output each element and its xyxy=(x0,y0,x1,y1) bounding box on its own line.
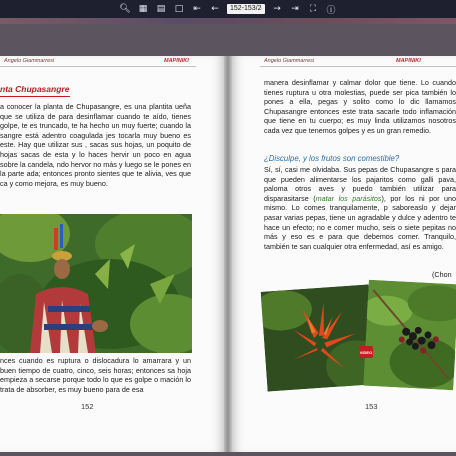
thumbnails-icon[interactable]: ▦ xyxy=(138,4,148,14)
previous-page-icon[interactable]: ← xyxy=(211,4,219,14)
paragraph-2-text-b: ), por los ni por uno mismo. Lo comes tranquilamente, p saboreaslo y dejar pasar varias pepas, tiene un agradable y dulce y adentro te hace un efecto; no e comer mucho, seis o siete pepitas no más y eso es e para que debemos comer. Tranquilo, también te san cualquier otra enfermedad, así es amigo. xyxy=(264,193,456,251)
info-icon[interactable]: ⓘ xyxy=(326,5,336,16)
book-gutter xyxy=(224,56,232,452)
question-heading: ¿Disculpe, y los frutos son comestible? xyxy=(264,154,400,163)
parasites-link[interactable]: matar los parásitos xyxy=(315,193,382,203)
video-badge-label: VIDEO xyxy=(359,349,373,355)
fullscreen-icon[interactable]: ⛶ xyxy=(309,4,317,14)
right-paragraph-2 xyxy=(264,165,456,251)
attribution: (Chon xyxy=(432,270,452,279)
photo-berries xyxy=(363,280,456,391)
zoom-icon[interactable]: 🔍︎ xyxy=(119,4,131,14)
left-running-header: Angelo Giammarresi xyxy=(4,58,55,64)
section-title-underline xyxy=(0,96,70,97)
first-page-icon[interactable]: ⇤ xyxy=(193,4,201,14)
book-spread xyxy=(0,24,456,456)
right-page-number: 153 xyxy=(365,402,378,411)
left-running-title: MAPINIKI xyxy=(164,58,189,64)
left-header-rule xyxy=(0,66,196,67)
video-badge[interactable] xyxy=(359,346,373,358)
right-running-title: MAPINIKI xyxy=(396,58,421,64)
photo-man-in-forest xyxy=(0,214,192,353)
next-page-icon[interactable]: → xyxy=(273,4,281,14)
photo-red-flowers xyxy=(261,284,376,391)
single-page-icon[interactable]: ▤ xyxy=(156,4,166,14)
left-paragraph-1: a conocer la planta de Chupasangre, es una plantita ueña que se utiliza de para desinflamar cuando te aído, tienes golpe, te es truncado, te ha hecho un muy fuerte; cuando la sangre está adentro coagulada jes tocarla muy bueno es este. Hay que utilizar sus , sacas sus hojas, un poquito de hojas sacas de esta y lo haces hervir un poco en agua sobre la candela, ndo hervor no más y luego se le pones en la parte ada; entonces pronto sientes que te alivia, ves que ca y como mejora, es muy bueno. xyxy=(0,102,191,188)
section-title: nta Chupasangre xyxy=(0,84,70,94)
right-paragraph-1: manera desinflamar y calmar dolor que tiene. Lo cuando tienes ruptura u otra molestias, puede ser pica también lo pones a ella, pegas y solito como lo dic llamamos Chupasangre entonces este trata sacarle todo inflamación que tiene en tu cuerpo; es muy linda utilizamos nosotros cada vez que tenemos golpes y es un gran remedio. xyxy=(264,78,456,135)
right-running-header: Angelo Giammarresi xyxy=(264,58,315,64)
fit-icon[interactable]: □ xyxy=(174,4,184,14)
left-page-number: 152 xyxy=(81,402,94,411)
left-paragraph-2: nces cuando es ruptura o dislocadura lo amarrara y un buen tiempo de cuatro, cinco, seis horas; entonces sa hoja empieza a secarse porque todo lo que es golpe o mación lo trata de absorber, es muy bueno para de esa xyxy=(0,356,191,394)
right-header-rule xyxy=(260,66,456,67)
viewer-toolbar xyxy=(0,0,456,18)
last-page-icon[interactable]: ⇥ xyxy=(291,4,299,14)
page-indicator-input[interactable] xyxy=(227,4,265,14)
paragraph-2-text-a: Sí, sí, casi me olvidaba. Sus pepas de Chupasangre s para que pueden alimentarse los pajaritos como galli pava, paloma otros aves y puedo también utilizar para disparasitarse ( xyxy=(264,165,456,203)
